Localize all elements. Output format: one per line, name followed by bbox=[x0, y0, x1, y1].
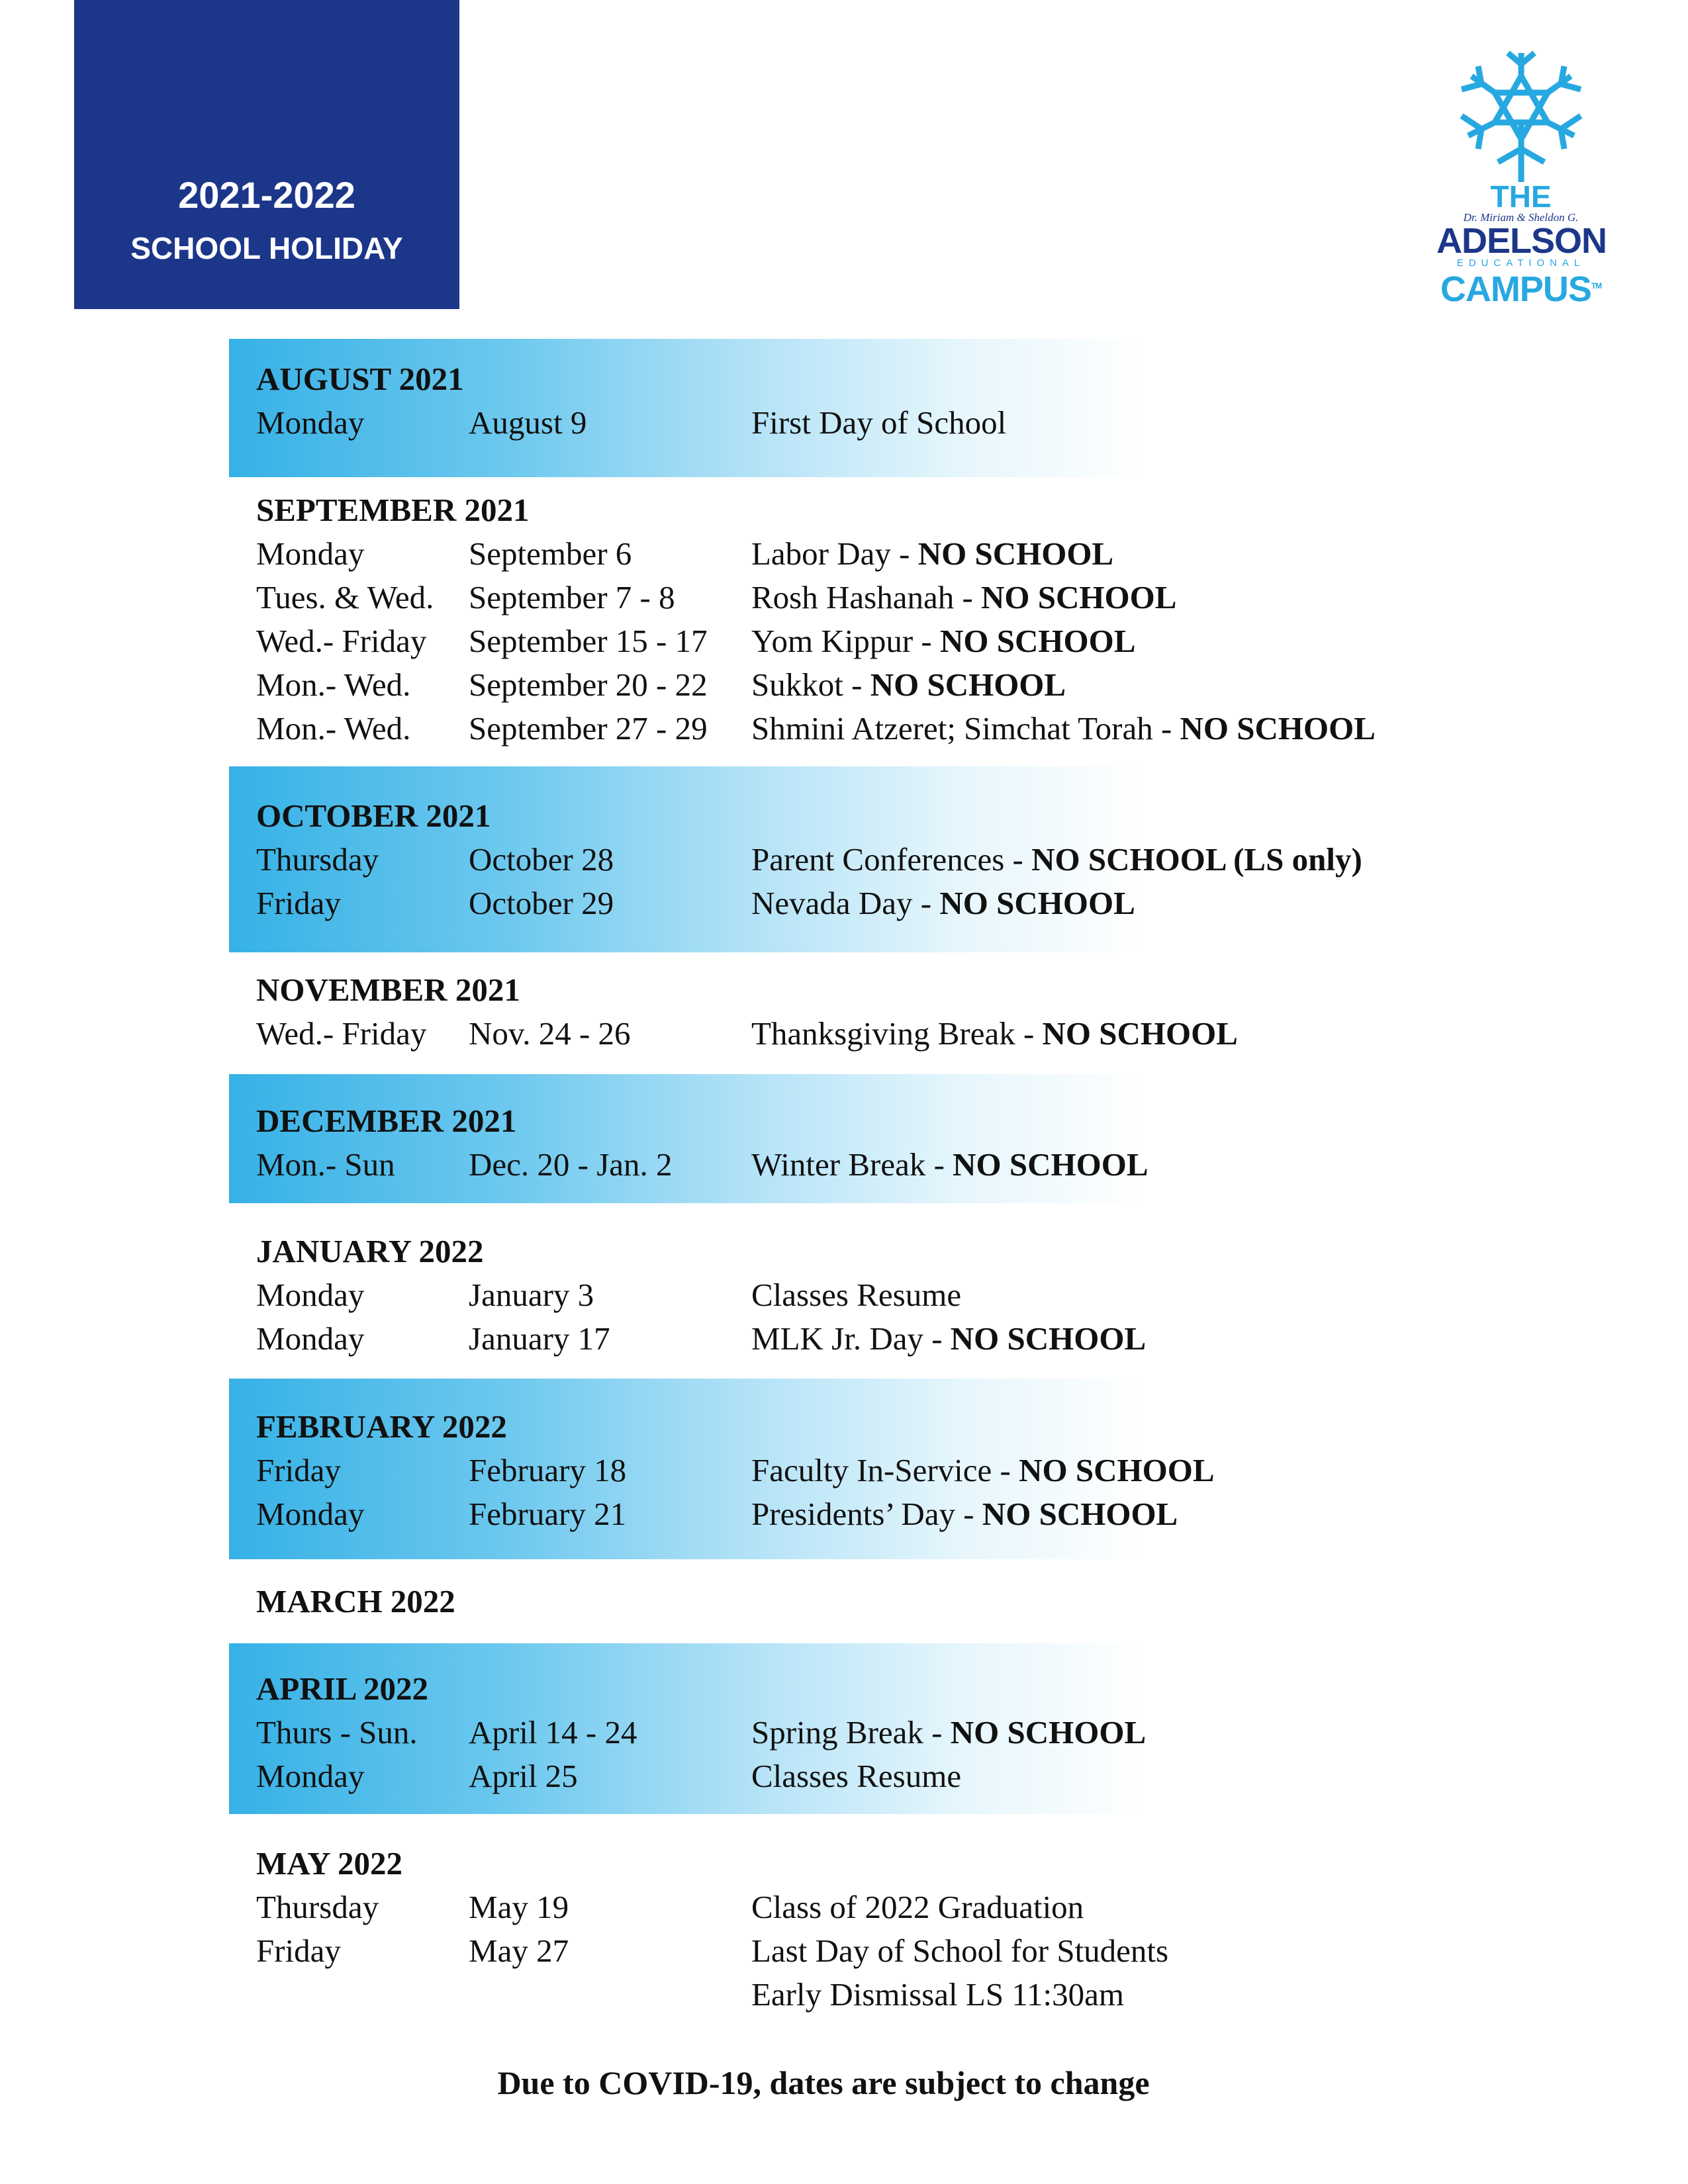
event-text: Last Day of School for Students bbox=[751, 1933, 1169, 1969]
month-section bbox=[256, 1667, 1580, 1798]
event-text: Faculty In-Service - bbox=[751, 1452, 1019, 1488]
date-cell: September 27 - 29 bbox=[469, 710, 708, 747]
date-cell: May 27 bbox=[469, 1933, 569, 1969]
month-heading: MARCH 2022 bbox=[256, 1583, 455, 1619]
event-cell bbox=[751, 1143, 1149, 1187]
day-cell: Mon.- Wed. bbox=[256, 666, 411, 703]
day-cell: Monday bbox=[256, 404, 365, 441]
date-cell: January 3 bbox=[469, 1277, 594, 1313]
day-cell: Thursday bbox=[256, 841, 379, 878]
calendar-row bbox=[256, 1929, 1580, 1973]
month-section bbox=[256, 1580, 1580, 1623]
event-text: Spring Break - bbox=[751, 1714, 951, 1751]
logo-tm: TM bbox=[1591, 281, 1602, 291]
date-cell: September 7 - 8 bbox=[469, 579, 675, 615]
event-cell bbox=[751, 838, 1362, 882]
logo-name: ADELSON bbox=[1436, 221, 1607, 261]
date-cell: February 21 bbox=[469, 1496, 627, 1532]
month-section bbox=[256, 968, 1580, 1056]
date-cell: September 6 bbox=[469, 535, 632, 572]
calendar-row bbox=[256, 838, 1580, 882]
event-cell bbox=[751, 1449, 1215, 1492]
calendar-row bbox=[256, 1886, 1580, 1929]
covid-disclaimer: Due to COVID-19, dates are subject to change bbox=[497, 2064, 1150, 2101]
month-heading: APRIL 2022 bbox=[256, 1670, 429, 1707]
calendar-row bbox=[256, 1143, 1580, 1187]
calendar-row bbox=[256, 619, 1580, 663]
date-cell: Nov. 24 - 26 bbox=[469, 1015, 631, 1052]
day-cell: Monday bbox=[256, 1277, 365, 1313]
event-cell bbox=[751, 401, 1006, 445]
event-cell bbox=[751, 1973, 1124, 2017]
event-text: Classes Resume bbox=[751, 1277, 962, 1313]
no-school-note: NO SCHOOL bbox=[939, 623, 1136, 659]
no-school-note: NO SCHOOL bbox=[953, 1146, 1149, 1183]
event-text: Nevada Day - bbox=[751, 885, 940, 921]
calendar-row bbox=[256, 882, 1580, 925]
school-year: 2021-2022 bbox=[178, 174, 355, 216]
day-cell: Wed.- Friday bbox=[256, 623, 427, 659]
month-section bbox=[256, 1405, 1580, 1536]
month-heading: DECEMBER 2021 bbox=[256, 1103, 517, 1139]
day-cell: Thursday bbox=[256, 1889, 379, 1925]
event-text: Class of 2022 Graduation bbox=[751, 1889, 1084, 1925]
day-cell: Wed.- Friday bbox=[256, 1015, 427, 1052]
logo-campus bbox=[1436, 269, 1605, 309]
no-school-note: NO SCHOOL bbox=[917, 535, 1114, 572]
date-cell: September 15 - 17 bbox=[469, 623, 708, 659]
date-cell: January 17 bbox=[469, 1320, 610, 1357]
calendar-row bbox=[256, 1492, 1580, 1536]
no-school-note: NO SCHOOL bbox=[950, 1320, 1147, 1357]
no-school-note: NO SCHOOL (LS only) bbox=[1031, 841, 1362, 878]
month-heading: FEBRUARY 2022 bbox=[256, 1408, 507, 1445]
date-cell: April 14 - 24 bbox=[469, 1714, 637, 1751]
event-cell bbox=[751, 576, 1176, 619]
event-text: Shmini Atzeret; Simchat Torah - bbox=[751, 710, 1180, 747]
month-section bbox=[256, 357, 1580, 445]
day-cell: Friday bbox=[256, 1452, 341, 1488]
day-cell: Mon.- Wed. bbox=[256, 710, 411, 747]
day-cell: Tues. & Wed. bbox=[256, 579, 434, 615]
date-cell: August 9 bbox=[469, 404, 587, 441]
no-school-note: NO SCHOOL bbox=[1180, 710, 1376, 747]
calendar-row bbox=[256, 1449, 1580, 1492]
month-heading: OCTOBER 2021 bbox=[256, 797, 491, 834]
date-cell: April 25 bbox=[469, 1758, 578, 1794]
page-title: SCHOOL HOLIDAY bbox=[130, 231, 403, 265]
day-cell: Friday bbox=[256, 1933, 341, 1969]
event-cell bbox=[751, 882, 1135, 925]
date-cell: October 29 bbox=[469, 885, 614, 921]
date-cell: May 19 bbox=[469, 1889, 569, 1925]
event-cell bbox=[751, 619, 1135, 663]
no-school-note: NO SCHOOL bbox=[1019, 1452, 1215, 1488]
month-section bbox=[256, 794, 1580, 925]
day-cell: Monday bbox=[256, 1320, 365, 1357]
no-school-note: NO SCHOOL bbox=[981, 579, 1177, 615]
calendar-row bbox=[256, 576, 1580, 619]
no-school-note: NO SCHOOL bbox=[870, 666, 1066, 703]
event-text: First Day of School bbox=[751, 404, 1007, 441]
month-section bbox=[256, 1842, 1580, 2017]
month-section bbox=[256, 488, 1580, 751]
event-text: Presidents’ Day - bbox=[751, 1496, 982, 1532]
event-cell bbox=[751, 1012, 1238, 1056]
event-text: Early Dismissal LS 11:30am bbox=[751, 1976, 1124, 2013]
calendar-row bbox=[256, 1973, 1580, 2017]
title-banner bbox=[74, 0, 459, 309]
calendar-row bbox=[256, 1273, 1580, 1317]
no-school-note: NO SCHOOL bbox=[939, 885, 1135, 921]
month-section bbox=[256, 1099, 1580, 1187]
event-text: Sukkot - bbox=[751, 666, 870, 703]
calendar-row bbox=[256, 663, 1580, 707]
date-cell: Dec. 20 - Jan. 2 bbox=[469, 1146, 673, 1183]
logo-campus-text: CAMPUS bbox=[1440, 269, 1591, 309]
event-cell bbox=[751, 663, 1066, 707]
event-text: Parent Conferences - bbox=[751, 841, 1032, 878]
logo-educational: EDUCATIONAL bbox=[1456, 257, 1585, 269]
month-heading: NOVEMBER 2021 bbox=[256, 972, 520, 1008]
month-heading: JANUARY 2022 bbox=[256, 1233, 484, 1269]
tree-star-icon bbox=[1452, 50, 1591, 182]
event-cell bbox=[751, 707, 1376, 751]
logo-donors: Dr. Miriam & Sheldon G. bbox=[1463, 211, 1579, 224]
day-cell: Monday bbox=[256, 1496, 365, 1532]
day-cell: Monday bbox=[256, 1758, 365, 1794]
no-school-note: NO SCHOOL bbox=[1042, 1015, 1238, 1052]
day-cell: Monday bbox=[256, 535, 365, 572]
day-cell: Friday bbox=[256, 885, 341, 921]
event-cell bbox=[751, 1711, 1146, 1754]
calendar-row bbox=[256, 532, 1580, 576]
event-cell bbox=[751, 1929, 1168, 1973]
date-cell: February 18 bbox=[469, 1452, 627, 1488]
event-cell bbox=[751, 532, 1113, 576]
date-cell: September 20 - 22 bbox=[469, 666, 708, 703]
calendar-row bbox=[256, 1012, 1580, 1056]
event-cell bbox=[751, 1886, 1084, 1929]
event-text: Labor Day - bbox=[751, 535, 918, 572]
event-text: Winter Break - bbox=[751, 1146, 953, 1183]
event-text: MLK Jr. Day - bbox=[751, 1320, 951, 1357]
event-cell bbox=[751, 1754, 961, 1798]
campus-logo bbox=[1436, 50, 1605, 314]
event-cell bbox=[751, 1273, 961, 1317]
month-section bbox=[256, 1230, 1580, 1361]
day-cell: Thurs - Sun. bbox=[256, 1714, 418, 1751]
no-school-note: NO SCHOOL bbox=[950, 1714, 1147, 1751]
event-cell bbox=[751, 1492, 1178, 1536]
event-cell bbox=[751, 1317, 1146, 1361]
event-text: Rosh Hashanah - bbox=[751, 579, 982, 615]
month-heading: AUGUST 2021 bbox=[256, 361, 464, 397]
calendar-row bbox=[256, 1317, 1580, 1361]
calendar-row bbox=[256, 401, 1580, 445]
month-heading: SEPTEMBER 2021 bbox=[256, 492, 530, 528]
day-cell: Mon.- Sun bbox=[256, 1146, 395, 1183]
calendar-row bbox=[256, 707, 1580, 751]
event-text: Thanksgiving Break - bbox=[751, 1015, 1043, 1052]
calendar-row bbox=[256, 1711, 1580, 1754]
logo-the: THE bbox=[1490, 179, 1552, 214]
calendar-row bbox=[256, 1754, 1580, 1798]
no-school-note: NO SCHOOL bbox=[982, 1496, 1178, 1532]
month-heading: MAY 2022 bbox=[256, 1845, 402, 1882]
event-text: Classes Resume bbox=[751, 1758, 962, 1794]
event-text: Yom Kippur - bbox=[751, 623, 940, 659]
date-cell: October 28 bbox=[469, 841, 614, 878]
